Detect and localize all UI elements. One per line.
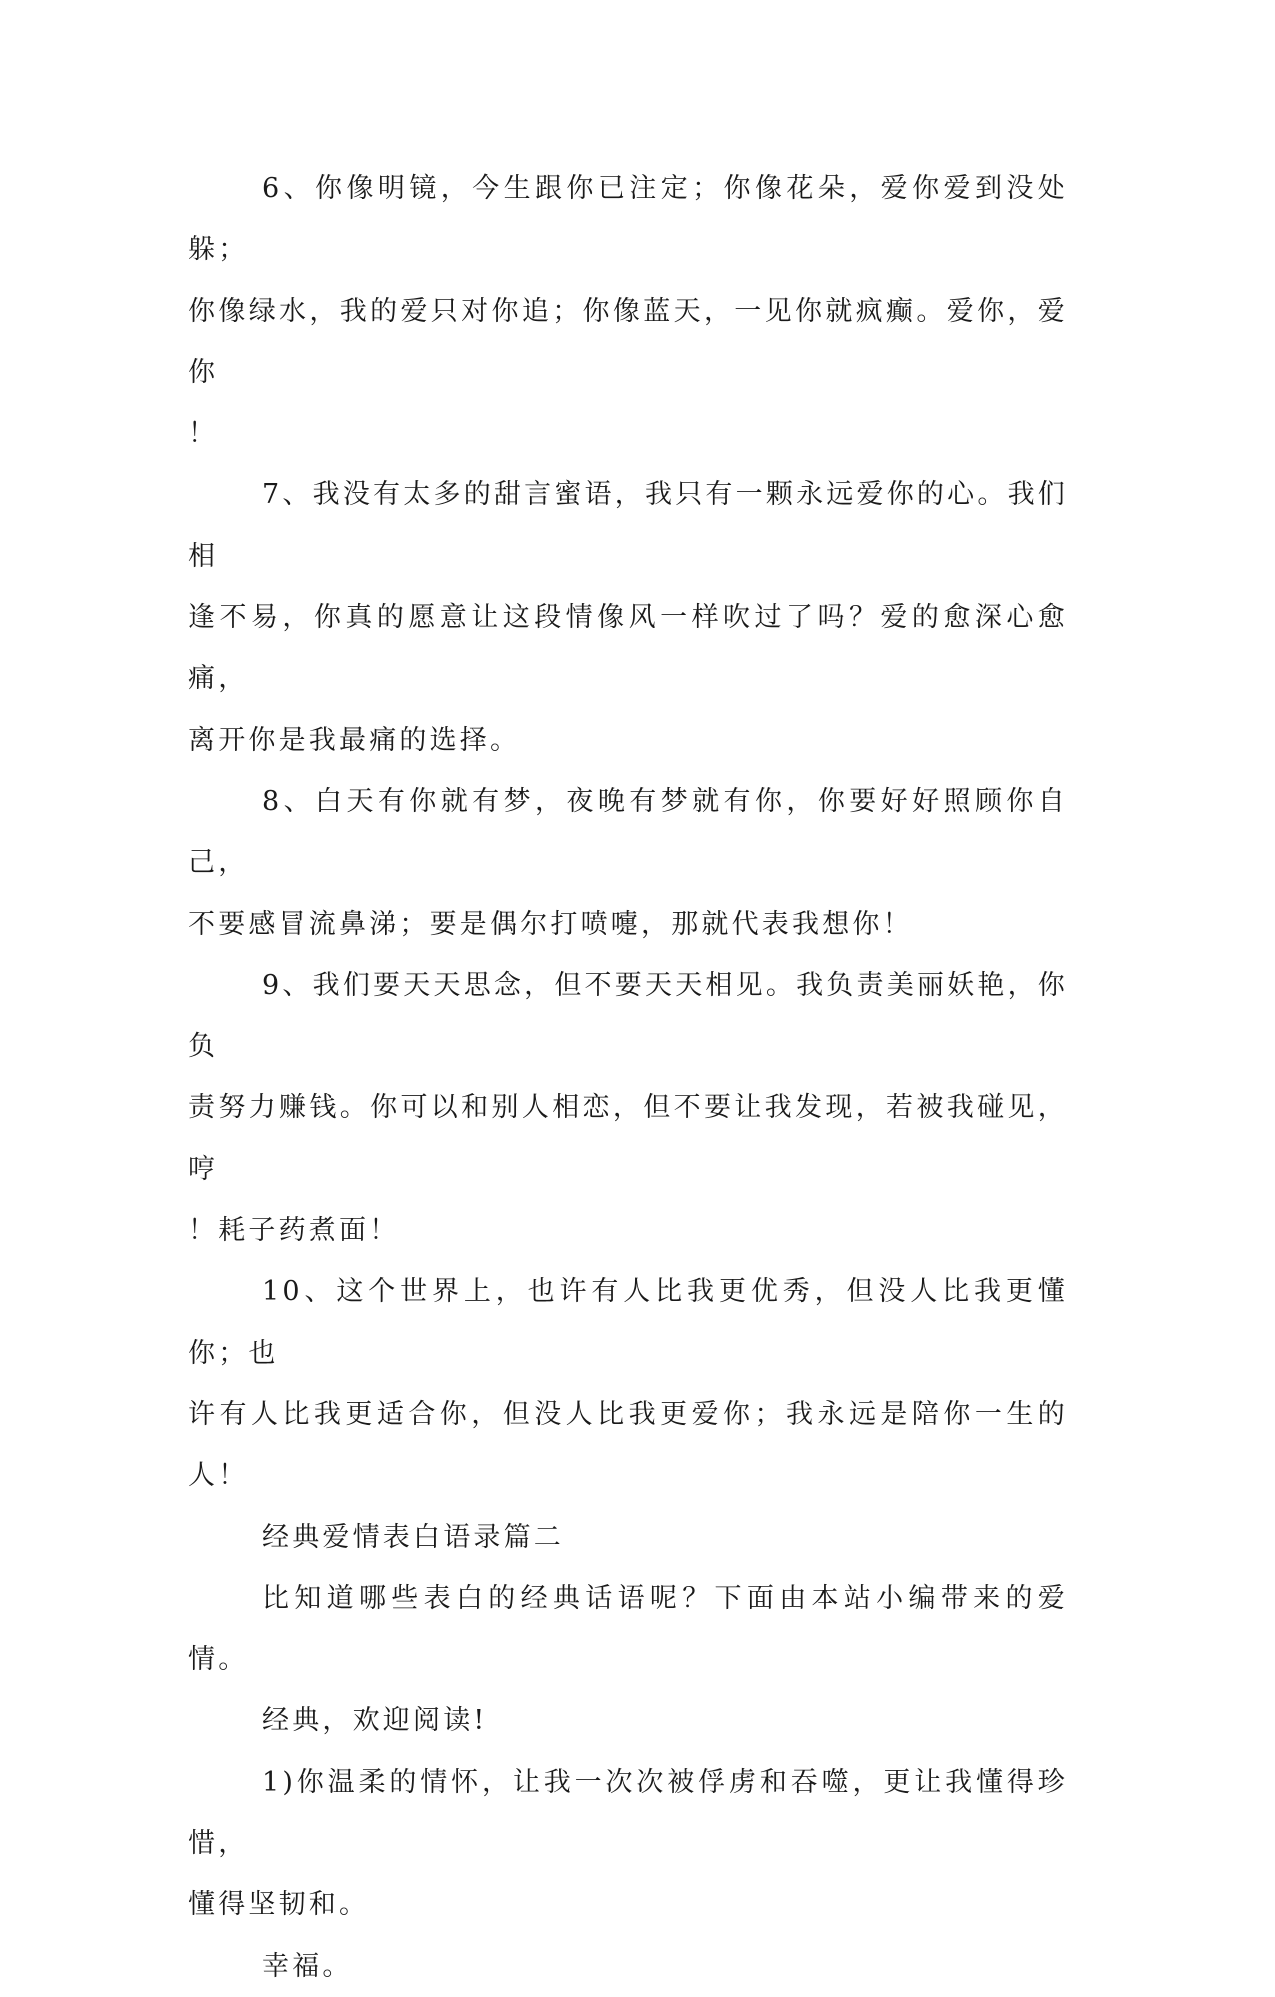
text-line: 8、白天有你就有梦，夜晚有梦就有你，你要好好照顾你自己， [188, 785, 1068, 879]
paragraph-7 [188, 464, 1068, 770]
paragraph-9 [188, 955, 1068, 1261]
text-line: 10、这个世界上，也许有人比我更优秀，但没人比我更懂你；也 [188, 1276, 1068, 1369]
text-line: 比知道哪些表白的经典话语呢？下面由本站小编带来的爱情。 [188, 1582, 1068, 1676]
text-line: 责努力赚钱。你可以和别人相恋，但不要让我发现，若被我碰见，哼 [188, 1092, 1068, 1185]
text-line: 许有人比我更适合你，但没人比我更爱你；我永远是陪你一生的人！ [188, 1398, 1068, 1492]
text-line: 离开你是我最痛的选择。 [188, 724, 521, 756]
section-heading [188, 1507, 1068, 1568]
paragraph-1 [188, 1752, 1068, 1936]
text-line: ！ [188, 418, 219, 450]
text-line: 幸福。 [262, 1950, 353, 1982]
text-line: 经典，欢迎阅读! [262, 1705, 488, 1737]
text-line: 不要感冒流鼻涕；要是偶尔打喷嚏，那就代表我想你！ [188, 908, 913, 940]
text-line: 7、我没有太多的甜言蜜语，我只有一颗永远爱你的心。我们相 [188, 479, 1068, 572]
text-line: 9、我们要天天思念，但不要天天相见。我负责美丽妖艳，你负 [188, 969, 1068, 1063]
text-line: 6、你像明镜，今生跟你已注定；你像花朵，爱你爱到没处躲； [188, 173, 1068, 266]
text-line: 你像绿水，我的爱只对你追；你像蓝天，一见你就疯癫。爱你，爱你 [188, 295, 1068, 388]
paragraph-10 [188, 1261, 1068, 1506]
closing-paragraph [188, 1936, 1068, 1997]
document-page [188, 158, 1068, 1997]
text-line: 逢不易，你真的愿意让这段情像风一样吹过了吗？爱的愈深心愈痛， [188, 602, 1068, 695]
paragraph-8 [188, 771, 1068, 955]
intro-paragraph [188, 1568, 1068, 1691]
welcome-paragraph [188, 1690, 1068, 1751]
text-line: 经典爱情表白语录篇二 [262, 1521, 564, 1553]
text-line: 1)你温柔的情怀，让我一次次被俘虏和吞噬，更让我懂得珍惜， [188, 1766, 1068, 1860]
text-line: ！耗子药煮面！ [188, 1215, 400, 1247]
text-line: 懂得坚韧和。 [188, 1889, 370, 1921]
paragraph-6 [188, 158, 1068, 464]
